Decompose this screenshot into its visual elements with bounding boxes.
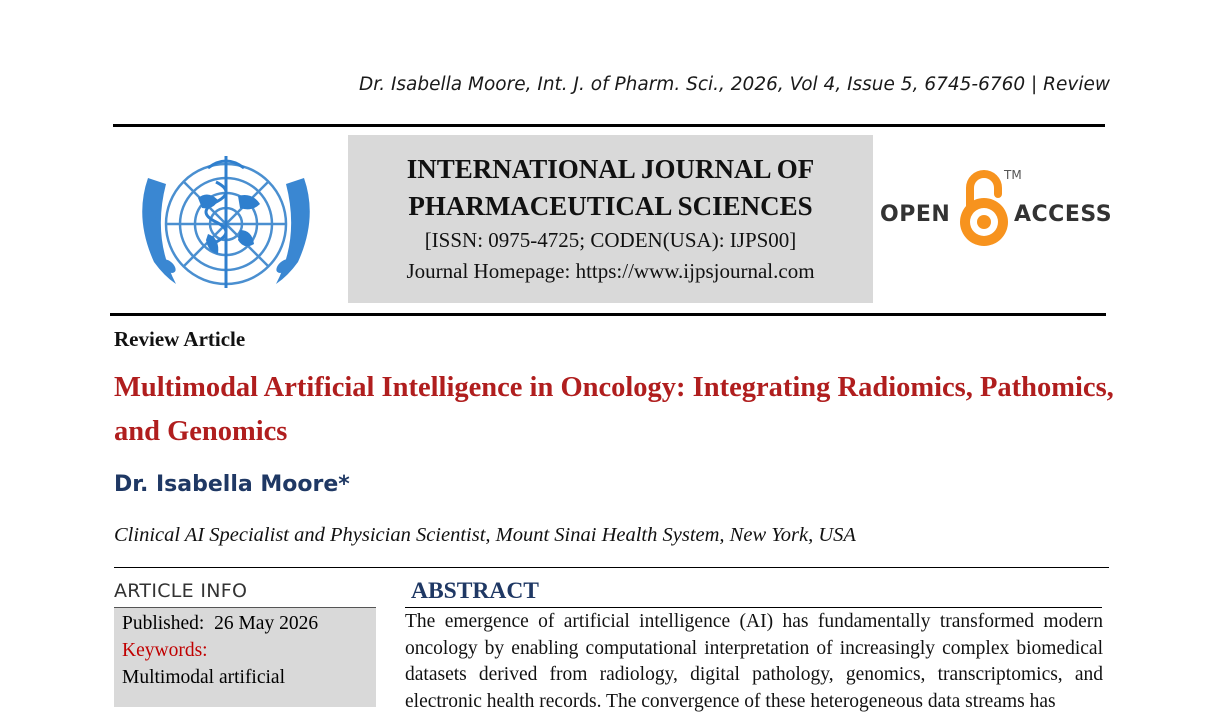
abstract-text: The emergence of artificial intelligence (AI) has fundamentally transformed modern oncology by enabling computational interpretation of increasingly complex biomedical datasets derived from radiology, digital pathology, genomics, transcriptomics, and electronic health records. The convergence of these heterogeneous data streams has: [405, 611, 1103, 712]
affiliation-rule: [114, 567, 1109, 568]
published-line: [122, 610, 376, 637]
abstract-rule: [405, 607, 1102, 608]
keyword-item: Multimodal artificial: [122, 667, 285, 688]
citation-line: Dr. Isabella Moore, Int. J. of Pharm. Sci., 2026, Vol 4, Issue 5, 6745-6760 | Review: [359, 74, 1110, 95]
article-author[interactable]: Dr. Isabella Moore*: [114, 472, 350, 497]
abstract-heading: ABSTRACT: [411, 578, 539, 604]
journal-issn: [ISSN: 0975-4725; CODEN(USA): IJPS00]: [424, 228, 797, 252]
top-rule: [113, 124, 1105, 127]
masthead-bottom-rule: [110, 313, 1106, 316]
open-access-logo: [880, 166, 1113, 252]
article-title: Multimodal Artificial Intelligence in Oncology: Integrating Radiomics, Pathomics, and Genomics: [114, 372, 1114, 447]
keywords-label: Keywords:: [122, 640, 208, 661]
article-info-heading: ARTICLE INFO: [114, 580, 248, 602]
article-type: Review Article: [114, 327, 246, 351]
open-access-tm: TM: [1004, 168, 1022, 182]
journal-homepage[interactable]: Journal Homepage: https://www.ijpsjournal.com: [406, 259, 815, 283]
author-affiliation: Clinical AI Specialist and Physician Scientist, Mount Sinai Health System, New York, USA: [114, 524, 856, 546]
published-label: Published:: [122, 613, 205, 634]
journal-name: INTERNATIONAL JOURNAL OF PHARMACEUTICAL SCIENCES: [406, 154, 815, 221]
journal-emblem-icon: [128, 138, 324, 308]
article-info-box: [114, 607, 376, 707]
open-access-left: OPEN: [880, 202, 951, 227]
open-access-right: ACCESS: [1014, 202, 1113, 227]
published-date: 26 May 2026: [214, 613, 319, 634]
journal-masthead: [348, 135, 873, 303]
